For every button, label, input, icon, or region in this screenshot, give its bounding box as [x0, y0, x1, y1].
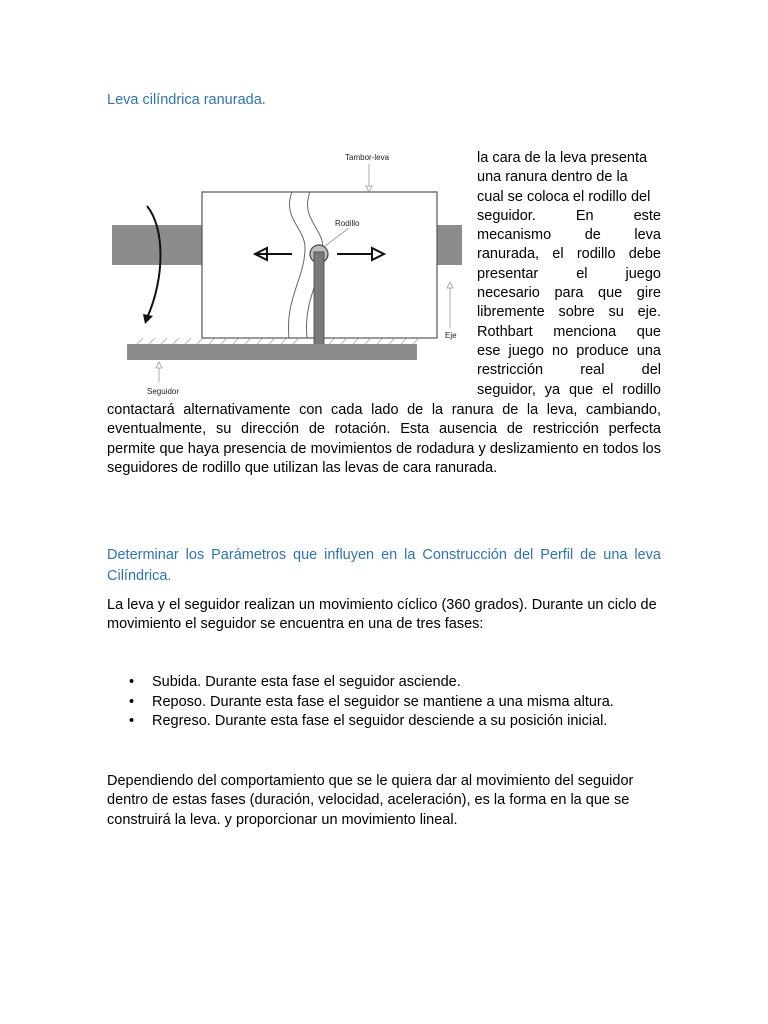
right-shaft — [437, 225, 462, 265]
follower-stem — [314, 252, 324, 348]
list-item-text: Reposo. Durante esta fase el seguidor se mantiene a una misma altura. — [152, 693, 614, 710]
wrap-line: seguidor, ya que el rodillo — [477, 381, 661, 398]
section-heading-parametros: Determinar los Parámetros que influyen en la Construcción del Perfil de una leva Cilíndrica. — [107, 547, 661, 584]
list-item — [107, 673, 661, 693]
wrap-line: cual se coloca el rodillo del — [477, 188, 651, 205]
ground-hatching — [137, 338, 419, 344]
paragraph-intro: La leva y el seguidor realizan un movimiento cíclico (360 grados). Durante un ciclo de movimiento el seguidor se encuentra en una de tres fases: — [107, 597, 657, 633]
paragraph-continuation: contactará alternativamente con cada lado de la ranura de la leva, cambiando, eventualmente, su dirección de rotación. Esta ausencia de restricción perfecta permite que haya presencia de movimientos de rodadura y deslizamiento en todos los seguidores de rodillo que utilizan las levas de cara ranurada. — [107, 402, 661, 476]
label-tambor-leva: Tambor-leva — [345, 153, 390, 162]
list-item-text: Regreso. Durante esta fase el seguidor desciende a su posición inicial. — [152, 713, 608, 729]
wrap-line: restricción real del — [477, 362, 661, 379]
label-rodillo: Rodillo — [335, 219, 360, 228]
seguidor-leader-tip — [156, 362, 162, 368]
list-item-text: Subida. Durante esta fase el seguidor asciende. — [152, 674, 461, 690]
wrap-line: la cara de la leva presenta — [477, 150, 648, 166]
section-heading-leva-cilindrica: Leva cilíndrica ranurada. — [107, 92, 266, 108]
wrap-line: mecanismo de leva — [477, 227, 661, 244]
label-eje: Eje — [445, 331, 457, 340]
bullet-icon: • — [129, 713, 135, 729]
follower-base-bar — [127, 344, 417, 360]
wrap-line: libremente sobre su eje. — [477, 304, 661, 321]
paragraph-closing: Dependiendo del comportamiento que se le quiera dar al movimiento del seguidor dentro de estas fases (duración, velocidad, aceleración), es la forma en la que se construirá la leva. y proporcionar un movimiento lineal. — [107, 773, 634, 828]
phases-list — [107, 673, 661, 732]
tambor-leader-tip — [366, 186, 372, 192]
list-item — [107, 693, 661, 713]
wrap-line: necesario para que gire — [477, 285, 661, 302]
wrap-line: ranurada, el rodillo debe — [477, 246, 661, 263]
bullet-icon: • — [129, 693, 135, 710]
bullet-icon: • — [129, 674, 135, 690]
rotation-arrow-head — [143, 314, 153, 324]
wrap-line: ese juego no produce una — [477, 342, 661, 359]
cam-diagram — [107, 148, 467, 404]
wrapped-paragraph — [477, 149, 661, 400]
left-shaft — [112, 225, 202, 265]
eje-leader-tip — [447, 282, 453, 288]
wrap-line: Rothbart menciona que — [477, 323, 661, 340]
list-item — [107, 712, 661, 732]
wrap-line: una ranura dentro de la — [477, 169, 628, 186]
wrap-line: presentar el juego — [477, 265, 661, 282]
label-seguidor: Seguidor — [147, 387, 180, 396]
wrap-line: seguidor. En este — [477, 207, 661, 224]
